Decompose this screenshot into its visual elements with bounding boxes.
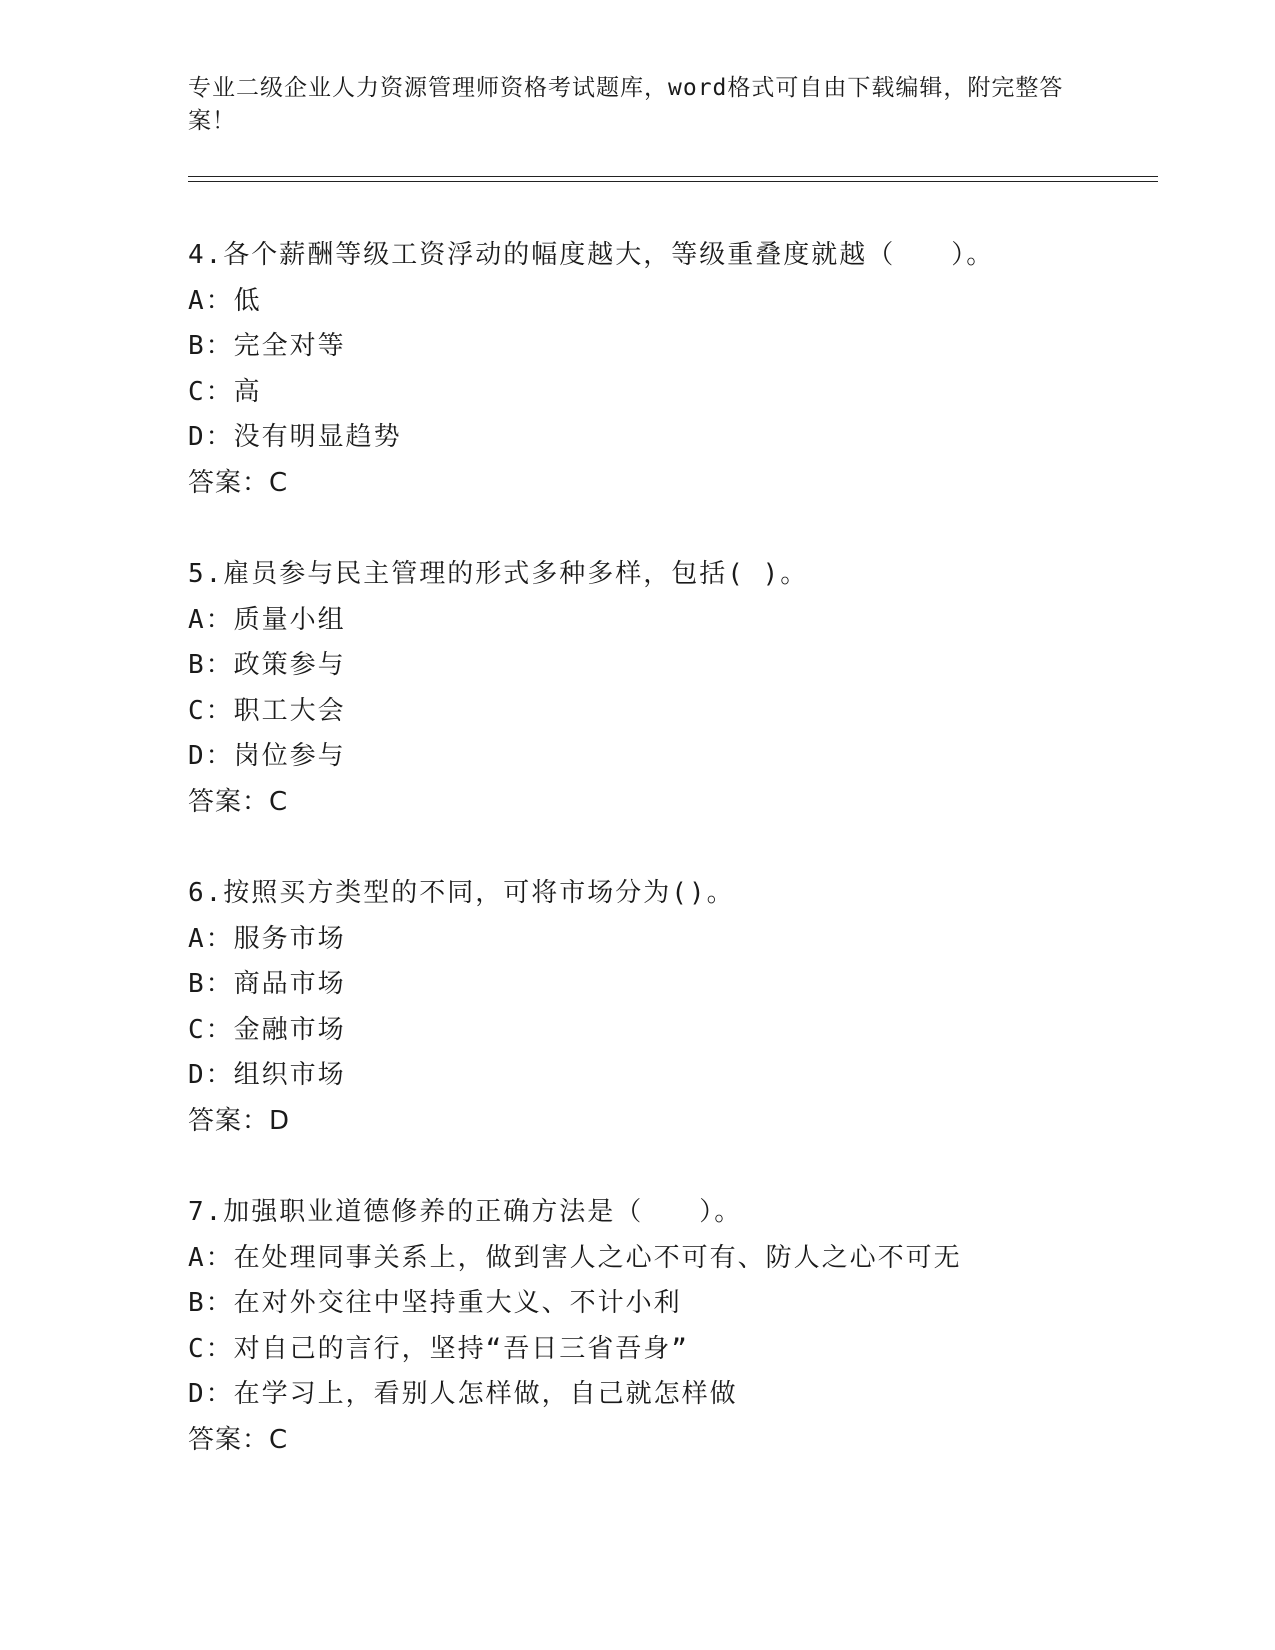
- question-4: [188, 233, 1168, 506]
- header-divider-bottom: [188, 181, 1158, 182]
- header-divider-top: [188, 176, 1158, 177]
- answer: 答案：D: [188, 1105, 291, 1136]
- option-c: C：金融市场: [188, 1014, 346, 1045]
- option-d: D：岗位参与: [188, 741, 346, 771]
- answer: 答案：C: [188, 1424, 289, 1455]
- question-5: [188, 552, 1168, 825]
- question-stem: 5.雇员参与民主管理的形式多种多样，包括( )。: [188, 559, 809, 589]
- question-7: [188, 1190, 1168, 1463]
- answer: 答案：C: [188, 786, 289, 817]
- option-b: B：完全对等: [188, 331, 346, 361]
- document-header: 专业二级企业人力资源管理师资格考试题库，word格式可自由下载编辑，附完整答案！: [188, 75, 1064, 134]
- option-a: A：低: [188, 285, 262, 316]
- option-a: A：服务市场: [188, 923, 346, 954]
- question-stem: 7.加强职业道德修养的正确方法是（ ）。: [188, 1197, 743, 1227]
- question-6: [188, 871, 1168, 1144]
- option-a: A：在处理同事关系上，做到害人之心不可有、防人之心不可无: [188, 1242, 962, 1273]
- option-d: D：在学习上，看别人怎样做，自己就怎样做: [188, 1379, 738, 1409]
- option-d: D：没有明显趋势: [188, 422, 402, 452]
- option-c: C：对自己的言行，坚持“吾日三省吾身”: [188, 1333, 689, 1364]
- question-list: [188, 233, 1168, 1509]
- option-c: C：职工大会: [188, 695, 346, 726]
- question-stem: 6.按照买方类型的不同，可将市场分为()。: [188, 878, 735, 908]
- option-b: B：政策参与: [188, 650, 346, 680]
- option-a: A：质量小组: [188, 604, 346, 635]
- question-stem: 4.各个薪酬等级工资浮动的幅度越大，等级重叠度就越（ ）。: [188, 240, 995, 270]
- option-b: B：在对外交往中坚持重大义、不计小利: [188, 1288, 682, 1318]
- option-c: C：高: [188, 376, 262, 407]
- option-d: D：组织市场: [188, 1060, 346, 1090]
- option-b: B：商品市场: [188, 969, 346, 999]
- answer: 答案：C: [188, 467, 289, 498]
